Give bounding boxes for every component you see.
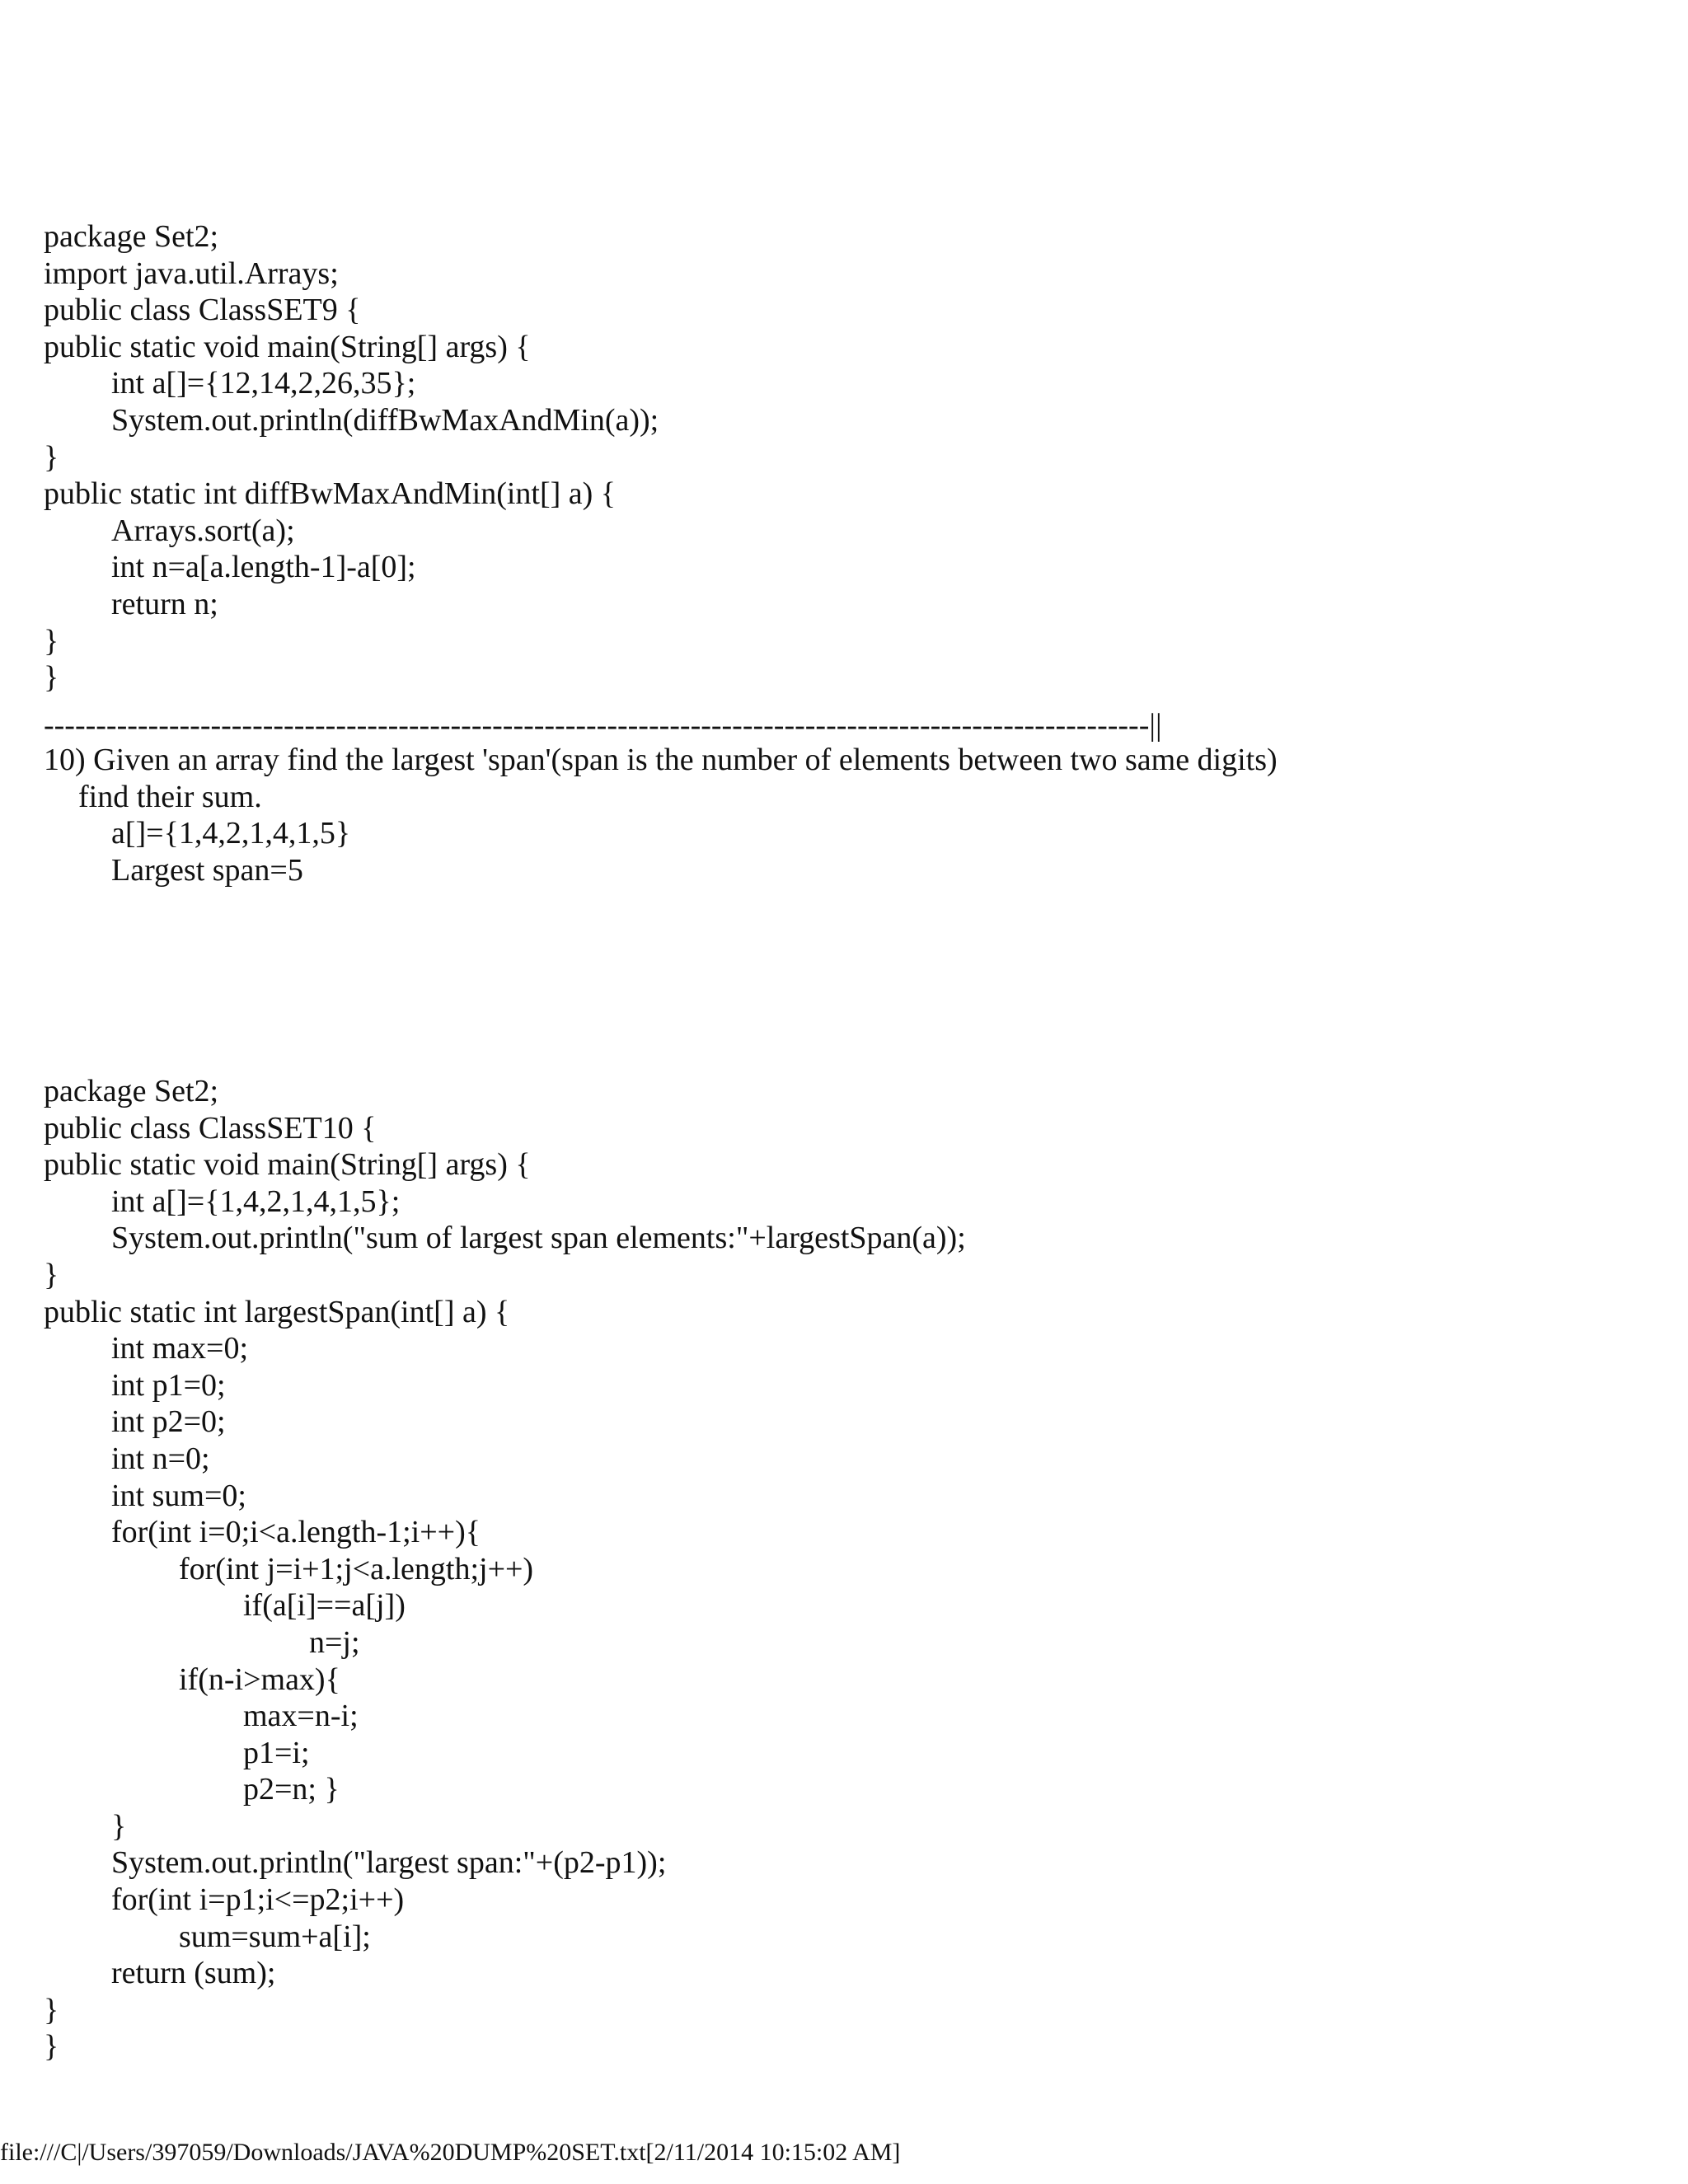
code-line: for(int j=i+1;j<a.length;j++) xyxy=(179,1551,534,1586)
code-line: } xyxy=(111,1808,127,1844)
code-line: int n=a[a.length-1]-a[0]; xyxy=(111,550,416,585)
question-example: Largest span=5 xyxy=(111,852,303,888)
code-line: System.out.println(diffBwMaxAndMin(a)); xyxy=(111,402,659,438)
question-example: a[]={1,4,2,1,4,1,5} xyxy=(111,816,351,851)
code-line: System.out.println("sum of largest span elements:"+largestSpan(a)); xyxy=(111,1221,966,1256)
code-line: p2=n; } xyxy=(243,1772,340,1807)
code-line: package Set2; xyxy=(44,219,219,254)
code-line: int max=0; xyxy=(111,1331,249,1366)
code-line: public class ClassSET9 { xyxy=(44,293,361,328)
code-line: if(n-i>max){ xyxy=(179,1661,340,1697)
question-10 xyxy=(44,742,1278,888)
code-line: } xyxy=(44,623,59,658)
code-block-set10 xyxy=(44,1073,966,2065)
code-line: Arrays.sort(a); xyxy=(111,513,295,548)
code-line: return n; xyxy=(111,586,218,621)
code-line: public class ClassSET10 { xyxy=(44,1110,377,1146)
question-text: find their sum. xyxy=(78,779,262,814)
code-line: return (sum); xyxy=(111,1956,276,1991)
code-line: max=n-i; xyxy=(243,1699,359,1734)
code-line: public static int largestSpan(int[] a) { xyxy=(44,1294,510,1329)
code-block-set9 xyxy=(44,218,659,696)
page-footer-url: file:///C|/Users/397059/Downloads/JAVA%20DUMP%20SET.txt[2/11/2014 10:15:02 AM] xyxy=(0,2139,901,2166)
section-separator xyxy=(44,707,1162,744)
code-line: sum=sum+a[i]; xyxy=(179,1919,371,1954)
question-text: 10) Given an array find the largest 'span'(span is the number of elements between two same digits) xyxy=(44,743,1278,777)
code-line: } xyxy=(44,439,59,475)
code-line: int a[]={1,4,2,1,4,1,5}; xyxy=(111,1183,401,1219)
code-line: if(a[i]==a[j]) xyxy=(243,1588,406,1624)
code-line: public static int diffBwMaxAndMin(int[] a) { xyxy=(44,476,617,512)
code-line: } xyxy=(44,1257,59,1292)
code-line: for(int i=0;i<a.length-1;i++){ xyxy=(111,1515,481,1550)
code-line: n=j; xyxy=(309,1624,360,1660)
code-line: } xyxy=(44,2029,59,2064)
code-line: int p2=0; xyxy=(111,1404,226,1440)
code-line: int p1=0; xyxy=(111,1367,226,1403)
code-line: int a[]={12,14,2,26,35}; xyxy=(111,366,416,401)
code-line: public static void main(String[] args) { xyxy=(44,1147,531,1183)
code-line: int sum=0; xyxy=(111,1478,246,1513)
code-line: public static void main(String[] args) { xyxy=(44,329,531,364)
code-line: for(int i=p1;i<=p2;i++) xyxy=(111,1882,405,1918)
separator-line: ----------------------------------------------------------------------------------------------------------|| xyxy=(44,708,1162,743)
code-line: } xyxy=(44,1992,59,2027)
code-line: package Set2; xyxy=(44,1074,219,1108)
code-line: import java.util.Arrays; xyxy=(44,255,339,291)
code-line: p1=i; xyxy=(243,1735,310,1770)
code-line: System.out.println("largest span:"+(p2-p1)); xyxy=(111,1845,667,1881)
code-line: int n=0; xyxy=(111,1441,210,1476)
code-line: } xyxy=(44,660,59,696)
